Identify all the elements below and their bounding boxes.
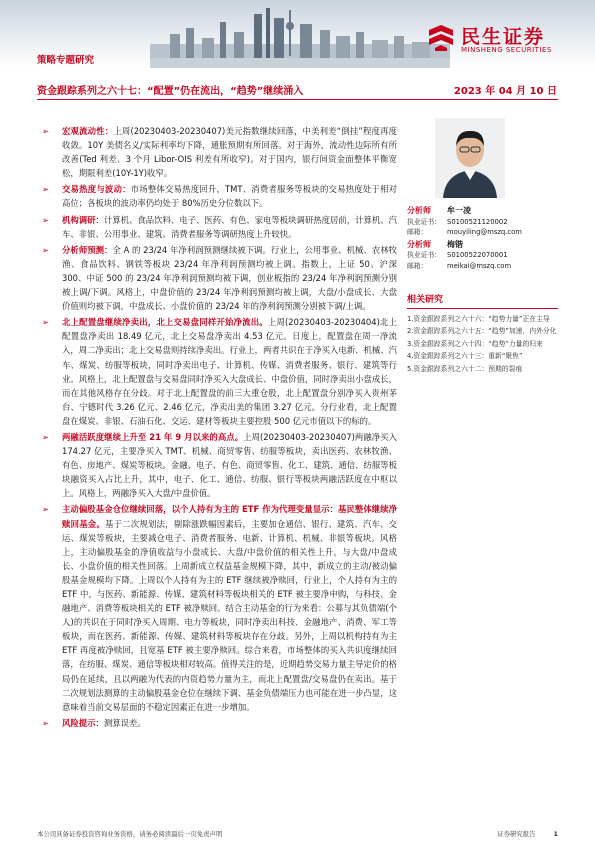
summary-paragraph bbox=[37, 716, 397, 730]
paragraph-text: 市场整体交易热度回升，TMT、消费者服务等板块的交易热度处于相对高位；各板块的波动率仍均处于 80%历史分位数以下。 bbox=[62, 184, 397, 209]
related-report-link[interactable]: 1.资金跟踪系列之六十六：“趋势力量”正在主导 bbox=[407, 315, 550, 323]
summary-paragraph bbox=[37, 243, 397, 313]
cert-number: S0100521120002 bbox=[447, 217, 508, 226]
report-date: 2023 年 04 月 10 日 bbox=[453, 86, 557, 97]
paragraph-heading: 分析师预测： bbox=[62, 244, 113, 255]
analyst-role: 分析师 bbox=[407, 206, 431, 215]
bullet-arrow-icon: ➢ bbox=[42, 244, 50, 255]
email-label: 邮箱： bbox=[407, 261, 428, 270]
paragraph-text: 全 A 的 23/24 年净利润预测继续被下调。行业上，公用事业、机械、农林牧渔、食品饮料、钢铁等板块 23/24 年净利润预测均被上调。指数上，上证 50、沪深 300、中证 500 的 23/24 年净利润预测均被下调，创业板指的 23/24 年净利润预测分别被上调/下调。风格上，中盘价值的 23/24 年净利润预测均被上调，大盘/小盘成长、大盘价值则均被下调，中盘成长、小盘价值的 23/24 年的净利润预测分别被下调/上调。 bbox=[62, 244, 397, 312]
bullet-arrow-icon: ➢ bbox=[42, 717, 50, 728]
paragraph-text: 上周(20230403-20230407)美元指数继续回落，中美利差“倒挂”程度再度收敛。10Y 美债名义/实际利率均下降，通胀预期有所回落。对于海外，流动性边际所有所改善(Ted 利差、3 个月 Libor-OIS 利差有所收窄)。对于国内，银行间资金面整体平衡宽松，期限利差(10Y-1Y)收窄。 bbox=[62, 126, 398, 179]
summary-paragraph bbox=[37, 124, 397, 180]
bullet-arrow-icon: ➢ bbox=[42, 184, 50, 195]
related-report-link[interactable]: 3.资金跟踪系列之六十四：“趋势”力量的归来 bbox=[407, 339, 543, 348]
paragraph-heading: 北上配置盘继续净卖出，北上交易盘同样开始净流出。 bbox=[62, 317, 268, 328]
analyst-role: 分析师 bbox=[407, 239, 431, 249]
cert-label: 执业证书： bbox=[407, 217, 441, 226]
bullet-arrow-icon: ➢ bbox=[42, 126, 50, 136]
cert-label: 执业证书： bbox=[407, 251, 441, 259]
paragraph-heading: 两融活跃度继续上升至 21 年 9 月以来的高点。 bbox=[62, 431, 244, 442]
summary-paragraph bbox=[37, 213, 397, 241]
related-report-link[interactable]: 4.资金跟踪系列之六十三：重新“聚焦” bbox=[407, 352, 523, 361]
logo-chinese-text: 民生证券 bbox=[461, 26, 546, 48]
bullet-arrow-icon: ➢ bbox=[42, 504, 50, 515]
title-row bbox=[37, 82, 557, 98]
paragraph-text: 上周(20230403-20230407)两融净买入 174.27 亿元，主要净买入 TMT、机械、商贸零售、纺服等板块，卖出医药、农林牧渔、有色、房地产、煤炭等板块。金融、电子、有色、商贸零售、化工、建筑、通信、纺服等板块融资买入占比上升，其中，电子、化工、通信、纺服、银行等板块两融活跃度在中枢以上。风格上，两融净买入大盘/中盘价值。 bbox=[62, 431, 397, 499]
summary-paragraph bbox=[37, 430, 397, 500]
cert-number: S0100522070001 bbox=[447, 251, 508, 259]
related-report-link[interactable]: 2.资金跟踪系列之六十五：“趋势”加速，内外分化 bbox=[407, 327, 557, 336]
title-divider bbox=[37, 99, 558, 100]
company-logo bbox=[427, 22, 577, 58]
paragraph-text: 计算机、食品饮料、电子、医药、有色、家电等板块调研热度居前，计算机、汽车、非银、公用事业、建筑、消费者服务等调研热度上升较快。 bbox=[62, 214, 397, 239]
report-title: 资金跟踪系列之六十七：“配置”仍在流出，“趋势”继续涌入 bbox=[37, 86, 304, 97]
analyst-list bbox=[407, 206, 558, 273]
email-link[interactable]: mouyiling@mszq.com bbox=[447, 228, 522, 236]
email-link[interactable]: meikai@mszq.com bbox=[447, 261, 512, 270]
analyst-name: 牟一凌 bbox=[447, 206, 471, 215]
summary-paragraph bbox=[37, 315, 397, 428]
paragraph-heading: 机构调研： bbox=[62, 214, 104, 225]
paragraph-text: 上周(20230403-20230404)北上配置盘净卖出 18.49 亿元，北上交易盘净卖出 4.53 亿元。日度上，配置盘在周一净流入，周二净卖出；北上交易盘则持续净卖出。行业上，两者共识在于净买入电新、机械、汽车、煤炭、纺服等板块，同时净卖出电子、计算机、传媒、消费者服务、银行、建筑等行业。风格上，北上配置盘与交易盘同时净买入大盘成长、中盘价值，同时净卖出小盘成长，而在其他风格存在分歧。对于北上配置盘的前三大重仓股，北上配置盘分别净买入贵州茅台、宁德时代 3.26 亿元、2.46 亿元，净卖出美的集团 3.27 亿元。分行业看，北上配置盘在煤炭、非银、石油石化、交运、建材等板块主要控股 500 亿元市值以下的标的。 bbox=[62, 317, 397, 426]
summary-paragraph bbox=[37, 502, 397, 713]
footer-disclaimer: 本公司具备证券投资咨询业务资格，请务必阅读最后一页免责声明 bbox=[37, 830, 223, 838]
bullet-arrow-icon: ➢ bbox=[42, 431, 50, 442]
analyst-card bbox=[407, 206, 558, 238]
minsheng-logo-icon bbox=[427, 24, 455, 52]
email-label: 邮箱： bbox=[407, 228, 428, 236]
related-report-link[interactable]: 5.资金跟踪系列之六十二：预期的裂痕 bbox=[407, 364, 523, 373]
footer-right bbox=[497, 829, 558, 838]
summary-body bbox=[37, 124, 397, 732]
paragraph-heading: 宏观流动性： bbox=[62, 126, 114, 136]
paragraph-text: 测算误差。 bbox=[103, 717, 146, 728]
paragraph-heading: 交易热度与波动： bbox=[62, 184, 131, 195]
page-number: 1 bbox=[553, 830, 558, 838]
summary-paragraph bbox=[37, 182, 397, 210]
paragraph-text: 基于二次规划法，剔除涨跌幅因素后，主要加仓通信、银行、建筑、汽车、交运、煤炭等板块，主要减仓电子、消费者服务、电新、计算机、机械、非银等板块。风格上，主动偏股基金的净值收益与小盘成长、大盘/中盘价值的相关性上升，与大盘/中盘成长、小盘价值的相关性回落。上周新成立权益基金规模下降，其中，新成立的主动/被动偏股基金规模均下降。上周以个人持有为主的 ETF 继续被净赎回，行业上，个人持有为主的 ETF 中，与医药、新能源、传媒、建筑材料等板块相关的 ETF 被主要净申购，与科技、金融地产、消费等板块相关的 ETF 被净赎回。结合主动基金的行为来看：公募与其负债端(个人)的共识在于同时净买入周期、电力等板块，同时净卖出科技、金融地产、消费、军工等板块，而在医药、新能源、传媒、建筑材料等板块存在分歧。另外，上周以机构持有为主 ETF 再度被净赎回，且宽基 ETF 被主要净赎回。综合来看，市场整体的买入共识度继续回落，在纺服、煤炭、通信等板块相对较高。值得关注的是，近期趋势交易力量主导定价的格局仍在延续，且以两融为代表的内资趋势力量为主，而北上配置盘/交易盘仍在卖出。基于二次规划法测算的主动偏股基金仓位在继续下调、基金负债端压力也可能在进一步凸显，这意味着当前交易层面的不稳定因素正在进一步增加。 bbox=[62, 518, 398, 712]
paragraph-heading: 风险提示： bbox=[62, 717, 104, 728]
analyst-photo bbox=[435, 118, 505, 198]
report-type-label: 策略专题研究 bbox=[37, 55, 95, 66]
related-research bbox=[407, 292, 558, 375]
bullet-arrow-icon: ➢ bbox=[42, 317, 50, 328]
footer-label: 证券研究报告 bbox=[497, 830, 536, 838]
bullet-arrow-icon: ➢ bbox=[42, 214, 50, 225]
analyst-name: 梅锴 bbox=[447, 239, 463, 249]
analyst-card bbox=[407, 240, 558, 272]
paragraph-heading: 主动偏股基金仓位继续回落，以个人持有为主的 ETF 作为代理变量显示：基民整体继续净赎回基金。 bbox=[62, 504, 397, 529]
related-research-title: 相关研究 bbox=[407, 292, 558, 309]
logo-english-text: MINSHENG SECURITIES bbox=[461, 46, 552, 54]
city-skyline-image bbox=[150, 0, 450, 68]
page-footer bbox=[37, 829, 558, 839]
analyst-portrait-icon bbox=[435, 118, 505, 198]
